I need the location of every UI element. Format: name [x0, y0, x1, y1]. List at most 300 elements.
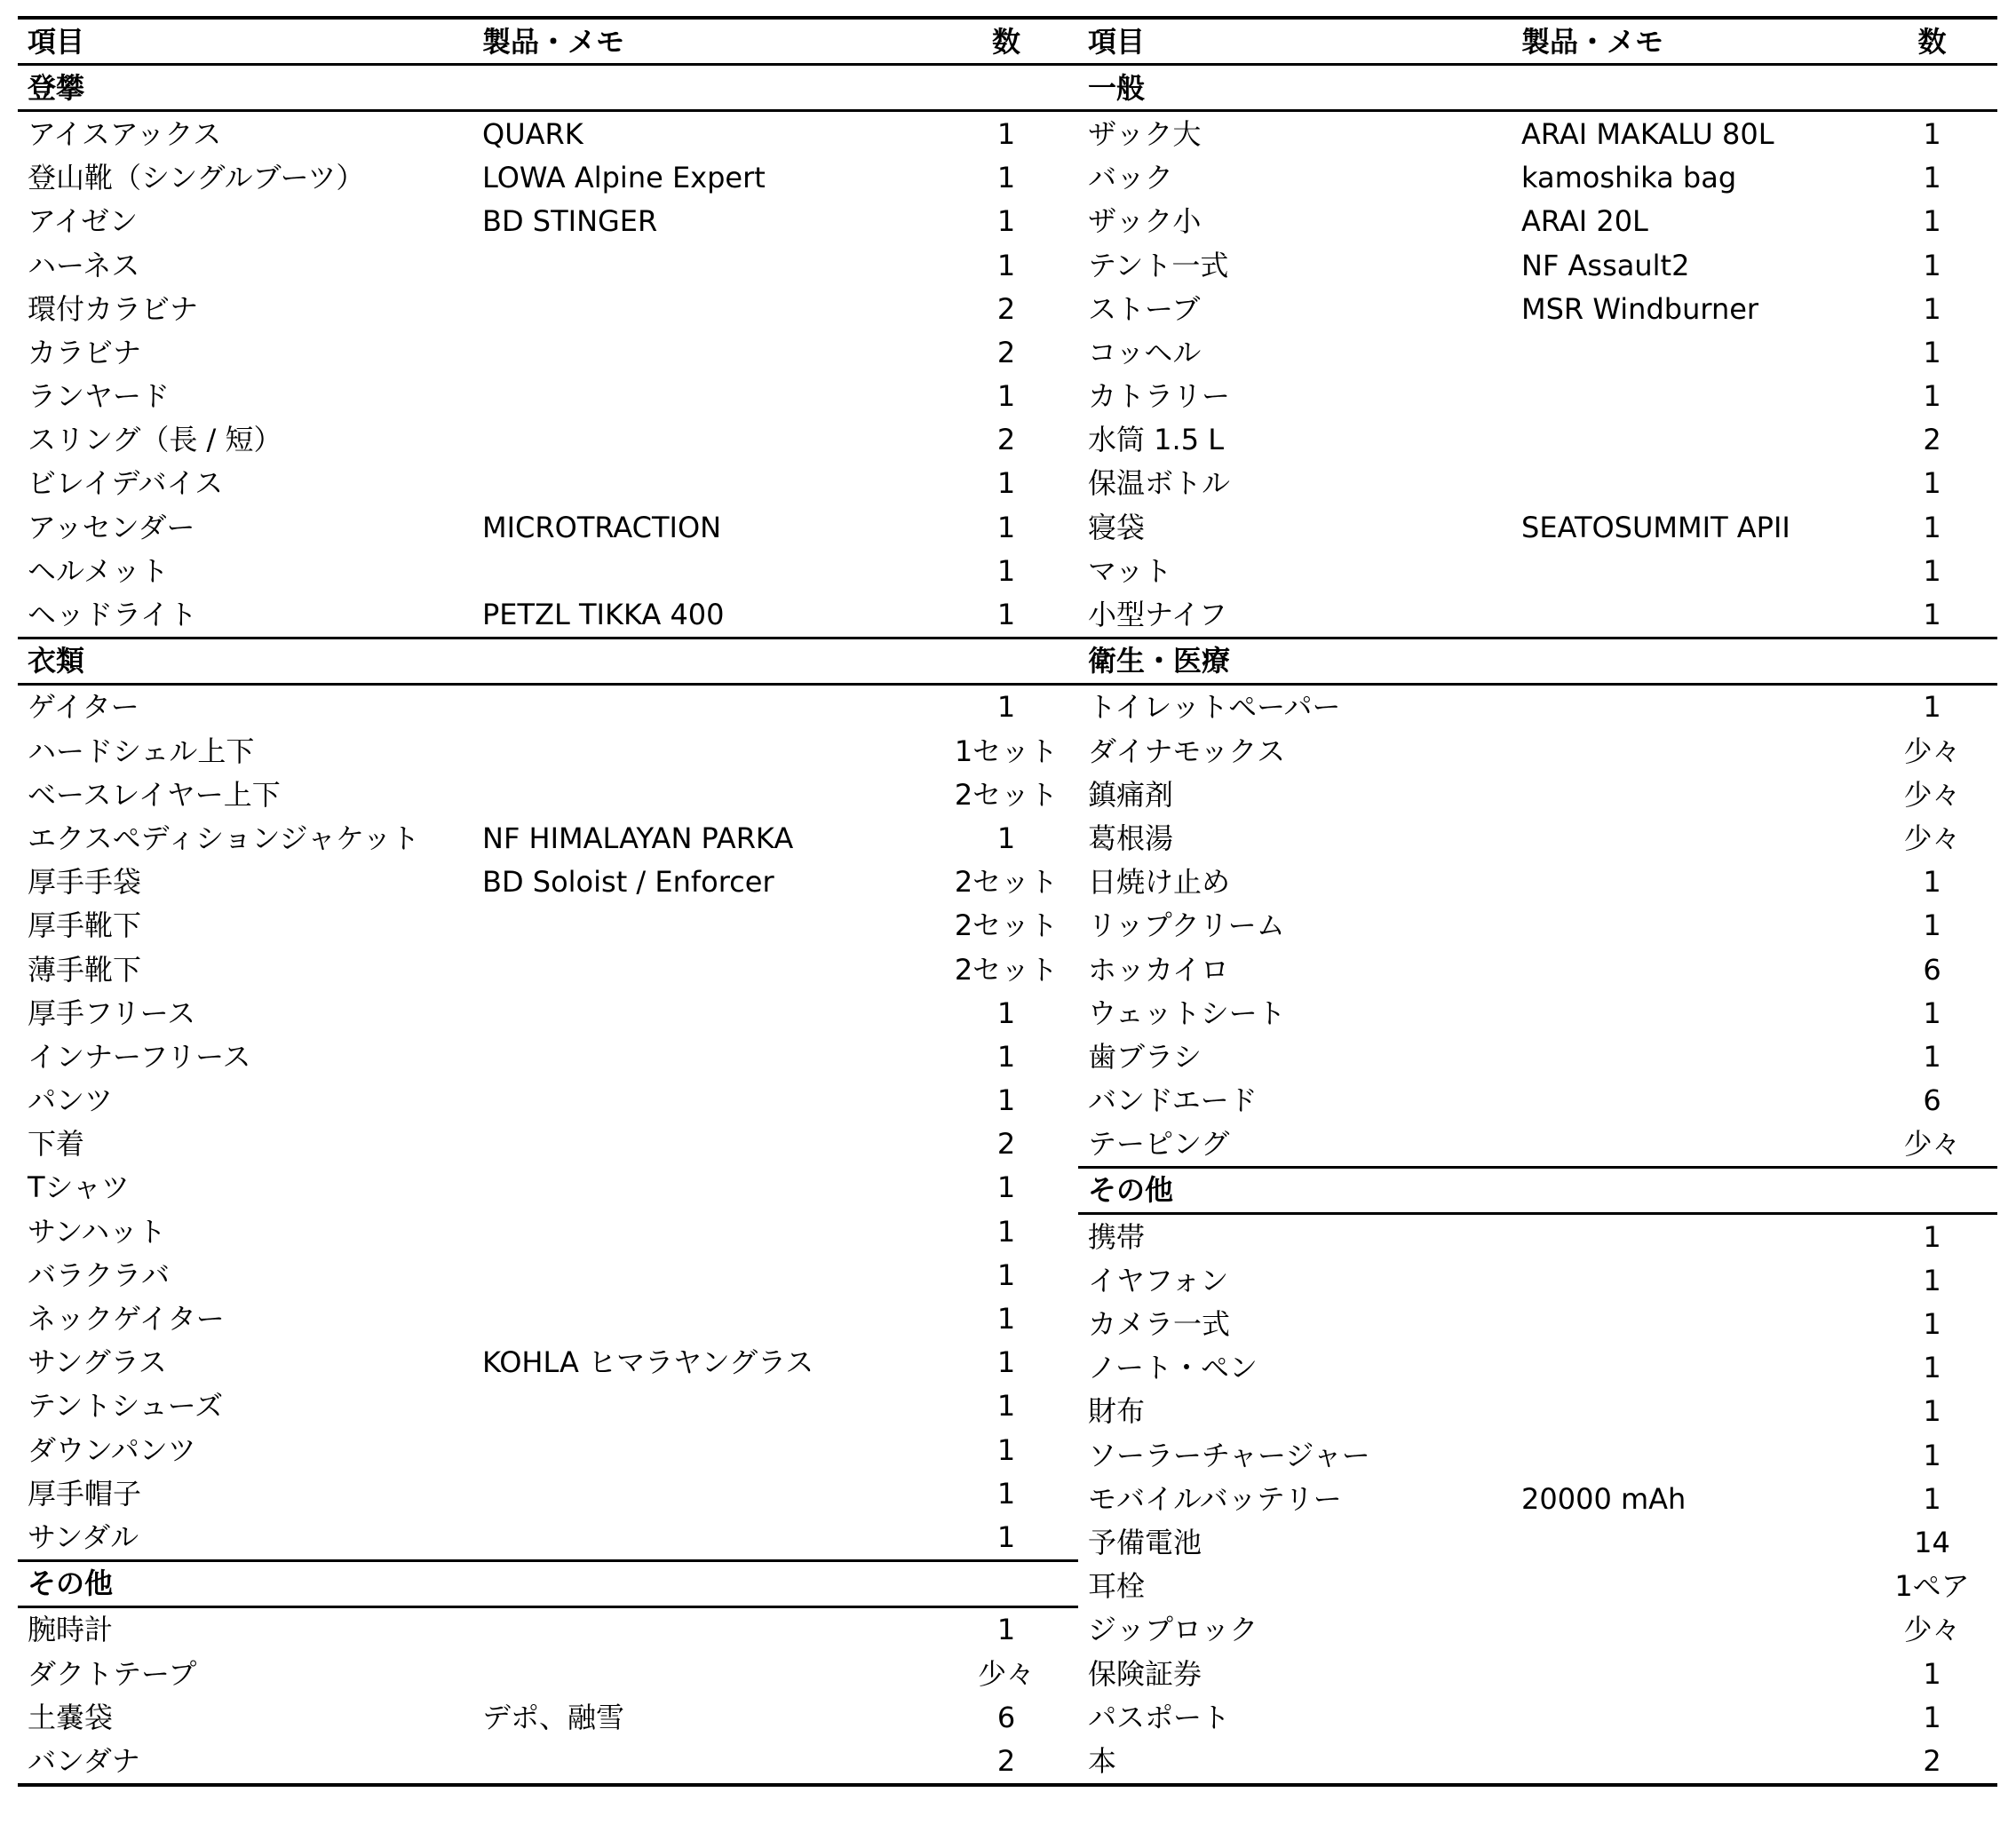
- memo-cell: [1512, 375, 1867, 418]
- section-title: 登攀: [28, 70, 85, 105]
- memo-cell: [1512, 592, 1867, 638]
- qty-cell: 1: [996, 510, 1016, 544]
- right-gear-table: [1078, 16, 1997, 1787]
- memo-cell: [1512, 1390, 1867, 1433]
- item-cell: 耳栓: [1088, 1569, 1146, 1604]
- memo-cell: LOWA Alpine Expert: [482, 161, 766, 195]
- item-cell: ヘルメット: [28, 553, 170, 588]
- memo-cell: [1512, 991, 1867, 1035]
- table-row: [18, 330, 1078, 374]
- section-header-row: [1078, 638, 1997, 684]
- item-cell: カラビナ: [28, 335, 142, 369]
- memo-cell: [1512, 773, 1867, 816]
- table-row: [1078, 418, 1997, 462]
- qty-cell: 1: [1923, 116, 1941, 151]
- qty-cell: 2セット: [954, 865, 1059, 900]
- item-cell: バンドエード: [1088, 1083, 1258, 1118]
- table-row: [1078, 904, 1997, 948]
- table-row: [18, 773, 1078, 816]
- qty-cell: 2セット: [954, 952, 1059, 987]
- item-cell: テーピング: [1088, 1127, 1230, 1162]
- table-row: [1078, 1695, 1997, 1739]
- memo-cell: デポ、融雪: [482, 1700, 625, 1734]
- memo-cell: [1512, 1652, 1867, 1695]
- memo-cell: [472, 773, 934, 816]
- qty-cell: 1: [1923, 1351, 1941, 1385]
- section-header-row: [1078, 65, 1997, 111]
- table-row: [18, 287, 1078, 330]
- item-cell: アイスアックス: [28, 116, 222, 151]
- memo-cell: [472, 1166, 934, 1209]
- memo-cell: [1512, 330, 1867, 374]
- qty-cell: 1: [1923, 908, 1941, 943]
- table-row: [1078, 1258, 1997, 1302]
- item-cell: Tシャツ: [28, 1170, 130, 1205]
- table-row: [18, 549, 1078, 592]
- qty-cell: 6: [1923, 952, 1941, 987]
- item-cell: 本: [1088, 1743, 1117, 1778]
- qty-cell: 2: [996, 335, 1016, 369]
- table-row: [1078, 684, 1997, 729]
- memo-cell: QUARK: [482, 116, 583, 151]
- memo-cell: MICROTRACTION: [482, 510, 722, 544]
- item-cell: ベースレイヤー上下: [28, 777, 281, 812]
- qty-cell: 2: [1923, 423, 1941, 457]
- table-row: [1078, 287, 1997, 330]
- table-row: [18, 592, 1078, 638]
- item-cell: テントシューズ: [28, 1389, 224, 1424]
- memo-cell: [472, 1209, 934, 1253]
- qty-cell: 1: [1923, 1263, 1941, 1297]
- qty-cell: 2: [996, 291, 1016, 326]
- table-row: [18, 991, 1078, 1035]
- item-cell: パスポート: [1088, 1700, 1231, 1734]
- header-qty: 数: [991, 24, 1020, 59]
- item-cell: ジップロック: [1088, 1613, 1258, 1647]
- qty-cell: 1: [996, 1389, 1016, 1424]
- memo-cell: [1512, 1520, 1867, 1564]
- table-row: [1078, 729, 1997, 773]
- item-cell: 保険証券: [1088, 1656, 1202, 1691]
- item-cell: 土嚢袋: [28, 1700, 114, 1734]
- item-cell: 日焼け止め: [1088, 865, 1231, 900]
- qty-cell: 1: [996, 466, 1016, 501]
- table-row: [1078, 1346, 1997, 1390]
- memo-cell: [472, 729, 934, 773]
- header-item: 項目: [28, 24, 85, 59]
- item-cell: 葛根湯: [1088, 821, 1174, 855]
- memo-cell: [472, 991, 934, 1035]
- item-cell: バラクラバ: [28, 1257, 171, 1292]
- memo-cell: [472, 904, 934, 948]
- memo-cell: SEATOSUMMIT APII: [1521, 510, 1790, 544]
- qty-cell: 1: [1923, 865, 1941, 900]
- memo-cell: BD STINGER: [482, 204, 658, 239]
- memo-cell: NF HIMALAYAN PARKA: [482, 821, 794, 855]
- item-cell: ウェットシート: [1088, 995, 1286, 1030]
- memo-cell: [1512, 1433, 1867, 1477]
- header-row: [1078, 18, 1997, 65]
- table-row: [18, 418, 1078, 462]
- memo-cell: [472, 1515, 934, 1560]
- qty-cell: 1: [1923, 1656, 1941, 1691]
- memo-cell: [472, 1652, 934, 1695]
- qty-cell: 1: [1923, 690, 1941, 725]
- memo-cell: ARAI MAKALU 80L: [1521, 116, 1774, 151]
- table-row: [18, 684, 1078, 729]
- memo-cell: [1512, 904, 1867, 948]
- memo-cell: [1512, 418, 1867, 462]
- table-row: [1078, 991, 1997, 1035]
- item-cell: 厚手帽子: [28, 1476, 142, 1511]
- table-row: [1078, 948, 1997, 991]
- item-cell: パンツ: [28, 1083, 114, 1118]
- header-item: 項目: [1088, 24, 1146, 59]
- memo-cell: [472, 1253, 934, 1297]
- table-row: [1078, 1390, 1997, 1433]
- memo-cell: MSR Windburner: [1521, 291, 1759, 326]
- item-cell: 下着: [28, 1127, 85, 1162]
- qty-cell: 1: [996, 1214, 1016, 1249]
- qty-cell: 1: [996, 116, 1016, 151]
- table-row: [1078, 549, 1997, 592]
- table-row: [1078, 1739, 1997, 1784]
- qty-cell: 1: [1923, 598, 1941, 632]
- qty-cell: 1: [1923, 1481, 1941, 1516]
- item-cell: イヤフォン: [1088, 1263, 1229, 1297]
- item-cell: ストーブ: [1088, 291, 1201, 326]
- table-row: [1078, 462, 1997, 505]
- qty-cell: 2: [1923, 1743, 1941, 1778]
- qty-cell: 1: [996, 995, 1016, 1030]
- qty-cell: 少々: [1903, 1127, 1961, 1162]
- table-row: [18, 729, 1078, 773]
- table-row: [18, 1739, 1078, 1784]
- qty-cell: 2: [996, 1743, 1016, 1778]
- item-cell: ハーネス: [28, 248, 140, 282]
- item-cell: ノート・ペン: [1088, 1351, 1258, 1385]
- qty-cell: 14: [1914, 1525, 1950, 1559]
- item-cell: カメラ一式: [1088, 1307, 1231, 1342]
- qty-cell: 1: [1923, 204, 1941, 239]
- section-header-row: [18, 638, 1078, 684]
- header-memo: 製品・メモ: [482, 24, 625, 59]
- memo-cell: [472, 1297, 934, 1340]
- item-cell: テント一式: [1088, 248, 1229, 282]
- qty-cell: 1: [996, 204, 1016, 239]
- item-cell: ダイナモックス: [1088, 734, 1286, 768]
- section-header-row: [1078, 1167, 1997, 1213]
- table-row: [18, 375, 1078, 418]
- item-cell: ザック小: [1088, 204, 1202, 239]
- memo-cell: [1512, 816, 1867, 860]
- table-row: [18, 948, 1078, 991]
- item-cell: 小型ナイフ: [1088, 598, 1227, 632]
- item-cell: アッセンダー: [28, 510, 195, 544]
- qty-cell: 1: [1923, 1039, 1941, 1074]
- table-row: [18, 1606, 1078, 1652]
- memo-cell: kamoshika bag: [1521, 161, 1737, 195]
- item-cell: サンハット: [28, 1214, 167, 1249]
- qty-cell: 1: [1923, 335, 1941, 369]
- memo-cell: [1512, 1565, 1867, 1608]
- memo-cell: [1512, 1258, 1867, 1302]
- memo-cell: [472, 1606, 934, 1652]
- memo-cell: [472, 462, 934, 505]
- memo-cell: [1512, 1608, 1867, 1652]
- item-cell: ランヤード: [28, 379, 171, 414]
- table-row: [1078, 592, 1997, 638]
- table-row: [18, 1253, 1078, 1297]
- qty-cell: 1: [1923, 248, 1941, 282]
- qty-cell: 1: [996, 248, 1016, 282]
- table-row: [18, 1297, 1078, 1340]
- section-title: その他: [28, 1566, 114, 1601]
- item-cell: ビレイデバイス: [28, 466, 224, 501]
- table-row: [1078, 1565, 1997, 1608]
- item-cell: バンダナ: [28, 1743, 140, 1778]
- qty-cell: 1: [1923, 1700, 1941, 1734]
- qty-cell: 1: [996, 1345, 1016, 1380]
- qty-cell: 少々: [1903, 734, 1961, 768]
- qty-cell: 少々: [1903, 777, 1961, 812]
- memo-cell: [1512, 684, 1867, 729]
- table-row: [1078, 861, 1997, 904]
- table-row: [1078, 243, 1997, 287]
- table-row: [18, 1341, 1078, 1384]
- qty-cell: 1: [996, 1302, 1016, 1336]
- item-cell: リップクリーム: [1088, 908, 1285, 943]
- table-row: [18, 1166, 1078, 1209]
- item-cell: 携帯: [1088, 1219, 1146, 1254]
- qty-cell: 1: [996, 1613, 1016, 1647]
- qty-cell: 少々: [977, 1656, 1035, 1691]
- qty-cell: 1: [996, 598, 1016, 632]
- item-cell: エクスペディションジャケット: [28, 821, 420, 855]
- section-header-row: [18, 65, 1078, 111]
- qty-cell: 1: [996, 1519, 1016, 1554]
- memo-cell: [472, 1471, 934, 1515]
- table-row: [1078, 1079, 1997, 1122]
- memo-cell: [1512, 1302, 1867, 1345]
- memo-cell: [1512, 861, 1867, 904]
- qty-cell: 1: [1923, 1219, 1941, 1254]
- item-cell: 歯ブラシ: [1088, 1039, 1202, 1074]
- item-cell: トイレットペーパー: [1088, 690, 1341, 725]
- memo-cell: [1512, 1079, 1867, 1122]
- qty-cell: 1: [996, 161, 1016, 195]
- item-cell: ヘッドライト: [28, 598, 198, 632]
- table-row: [18, 1515, 1078, 1560]
- table-row: [1078, 1035, 1997, 1078]
- table-row: [1078, 816, 1997, 860]
- qty-cell: 1: [1923, 466, 1941, 501]
- table-row: [18, 904, 1078, 948]
- memo-cell: [472, 684, 934, 729]
- memo-cell: [1512, 462, 1867, 505]
- table-row: [1078, 1214, 1997, 1259]
- qty-cell: 1: [996, 690, 1016, 725]
- memo-cell: NF Assault2: [1521, 248, 1690, 282]
- table-row: [18, 861, 1078, 904]
- table-row: [1078, 111, 1997, 156]
- memo-cell: KOHLA ヒマラヤングラス: [482, 1345, 814, 1380]
- memo-cell: [1512, 1122, 1867, 1168]
- table-row: [18, 1695, 1078, 1739]
- item-cell: バック: [1088, 161, 1174, 195]
- item-cell: マット: [1088, 553, 1172, 588]
- header-row: [18, 18, 1078, 65]
- qty-cell: 1セット: [954, 734, 1059, 768]
- qty-cell: 1: [996, 553, 1016, 588]
- qty-cell: 1ペア: [1894, 1569, 1970, 1604]
- table-row: [1078, 200, 1997, 243]
- memo-cell: PETZL TIKKA 400: [482, 598, 725, 632]
- table-row: [18, 1471, 1078, 1515]
- memo-cell: [1512, 729, 1867, 773]
- memo-cell: [1512, 1035, 1867, 1078]
- table-row: [18, 1384, 1078, 1428]
- qty-cell: 6: [1923, 1083, 1941, 1118]
- table-row: [1078, 1302, 1997, 1345]
- table-row: [18, 462, 1078, 505]
- memo-cell: [472, 1035, 934, 1078]
- table-row: [18, 1035, 1078, 1078]
- section-header-row: [18, 1560, 1078, 1606]
- memo-cell: [1512, 1346, 1867, 1390]
- item-cell: ダウンパンツ: [28, 1432, 196, 1467]
- qty-cell: 少々: [1903, 1613, 1961, 1647]
- item-cell: サンダル: [28, 1519, 139, 1554]
- item-cell: インナーフリース: [28, 1039, 251, 1074]
- qty-cell: 1: [1923, 553, 1941, 588]
- qty-cell: 1: [1923, 161, 1941, 195]
- qty-cell: 1: [1923, 379, 1941, 414]
- memo-cell: [1512, 1695, 1867, 1739]
- qty-cell: 2セット: [954, 908, 1059, 943]
- qty-cell: 2セット: [954, 777, 1059, 812]
- item-cell: ネックゲイター: [28, 1302, 225, 1336]
- item-cell: 腕時計: [28, 1613, 114, 1647]
- memo-cell: [472, 330, 934, 374]
- table-row: [1078, 1433, 1997, 1477]
- qty-cell: 1: [996, 1083, 1016, 1118]
- memo-cell: [1512, 948, 1867, 991]
- memo-cell: [472, 1739, 934, 1784]
- qty-cell: 1: [1923, 510, 1941, 544]
- item-cell: 寝袋: [1088, 510, 1146, 544]
- item-cell: 財布: [1088, 1394, 1146, 1429]
- qty-cell: 1: [996, 1257, 1016, 1292]
- item-cell: 保温ボトル: [1088, 466, 1231, 501]
- qty-cell: 6: [996, 1700, 1016, 1734]
- table-row: [18, 505, 1078, 549]
- table-row: [1078, 1477, 1997, 1520]
- memo-cell: [472, 1428, 934, 1471]
- qty-cell: 1: [996, 821, 1016, 855]
- memo-cell: [472, 549, 934, 592]
- table-row: [18, 1652, 1078, 1695]
- item-cell: カトラリー: [1088, 379, 1231, 414]
- qty-cell: 1: [1923, 1394, 1941, 1429]
- item-cell: 薄手靴下: [28, 952, 142, 987]
- item-cell: ハードシェル上下: [28, 734, 255, 768]
- memo-cell: BD Soloist / Enforcer: [482, 865, 774, 900]
- table-row: [1078, 1652, 1997, 1695]
- item-cell: ゲイター: [28, 690, 139, 725]
- qty-cell: 2: [996, 1127, 1016, 1162]
- table-row: [1078, 505, 1997, 549]
- table-row: [1078, 1122, 1997, 1168]
- section-title: 一般: [1088, 70, 1146, 105]
- qty-cell: 1: [1923, 291, 1941, 326]
- left-gear-table: [18, 16, 1078, 1787]
- memo-cell: [472, 287, 934, 330]
- item-cell: モバイルバッテリー: [1088, 1481, 1342, 1516]
- header-memo: 製品・メモ: [1521, 24, 1664, 59]
- item-cell: ソーラーチャージャー: [1088, 1438, 1370, 1472]
- table-row: [1078, 375, 1997, 418]
- table-row: [1078, 156, 1997, 200]
- table-row: [18, 243, 1078, 287]
- section-title: 衛生・医療: [1088, 644, 1231, 678]
- table-row: [18, 111, 1078, 156]
- qty-cell: 1: [1923, 1307, 1941, 1342]
- qty-cell: 2: [996, 423, 1016, 457]
- memo-cell: [472, 948, 934, 991]
- item-cell: 厚手手袋: [28, 865, 142, 900]
- qty-cell: 1: [996, 1432, 1016, 1467]
- table-row: [18, 200, 1078, 243]
- qty-cell: 1: [996, 1039, 1016, 1074]
- table-row: [1078, 1608, 1997, 1652]
- header-qty: 数: [1917, 24, 1947, 59]
- item-cell: ホッカイロ: [1088, 952, 1230, 987]
- table-row: [1078, 1520, 1997, 1564]
- item-cell: 鎮痛剤: [1088, 777, 1174, 812]
- item-cell: コッヘル: [1088, 335, 1202, 369]
- qty-cell: 少々: [1903, 821, 1961, 855]
- item-cell: 登山靴（シングルブーツ）: [28, 161, 365, 195]
- table-row: [1078, 773, 1997, 816]
- memo-cell: 20000 mAh: [1521, 1481, 1687, 1516]
- memo-cell: [472, 1079, 934, 1122]
- item-cell: ザック大: [1088, 116, 1202, 151]
- qty-cell: 1: [1923, 995, 1941, 1030]
- memo-cell: [472, 1122, 934, 1166]
- memo-cell: [1512, 549, 1867, 592]
- item-cell: 環付カラビナ: [28, 291, 199, 326]
- section-title: 衣類: [28, 644, 85, 678]
- item-cell: 厚手フリース: [28, 995, 196, 1030]
- item-cell: 予備電池: [1088, 1525, 1202, 1559]
- table-row: [1078, 330, 1997, 374]
- qty-cell: 1: [996, 1170, 1016, 1205]
- table-row: [18, 156, 1078, 200]
- memo-cell: [472, 418, 934, 462]
- qty-cell: 1: [1923, 1438, 1941, 1472]
- item-cell: 水筒 1.5 L: [1088, 423, 1225, 457]
- item-cell: サングラス: [28, 1345, 167, 1380]
- memo-cell: [472, 1384, 934, 1428]
- item-cell: ダクトテープ: [28, 1656, 197, 1691]
- item-cell: アイゼン: [28, 204, 139, 239]
- table-row: [18, 1079, 1078, 1122]
- memo-cell: [472, 375, 934, 418]
- qty-cell: 1: [996, 1476, 1016, 1511]
- item-cell: 厚手靴下: [28, 908, 142, 943]
- table-row: [18, 1428, 1078, 1471]
